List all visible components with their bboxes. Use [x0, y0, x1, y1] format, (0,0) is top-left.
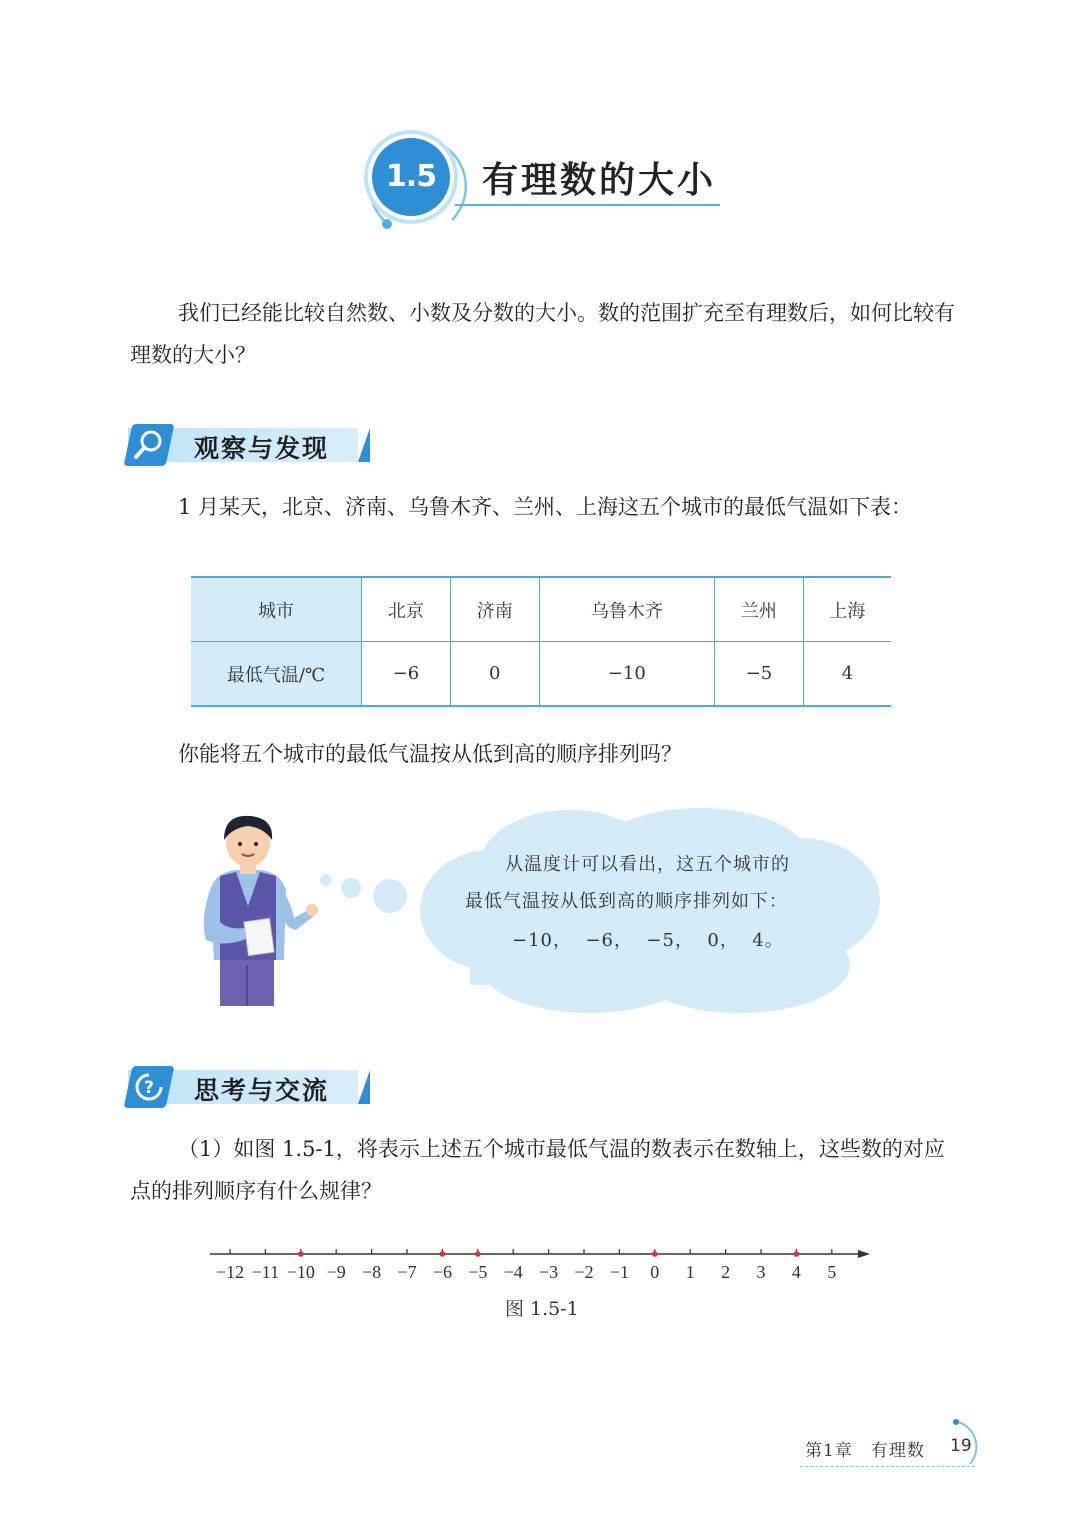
tick-label: −3 [539, 1262, 559, 1282]
tick-label: −12 [215, 1262, 245, 1282]
table-cell: 兰州 [714, 577, 803, 642]
figure-caption: 图 1.5-1 [505, 1298, 579, 1320]
tick-label: 4 [791, 1262, 801, 1282]
think-header [128, 1066, 364, 1106]
bubble-line-1: 从温度计可以看出，这五个城市的 [505, 854, 790, 875]
observe-header [128, 424, 364, 464]
table-header-temp: 最低气温/℃ [191, 642, 362, 707]
bubble-line-2: 最低气温按从低到高的顺序排列如下： [465, 891, 788, 912]
tick-label: 3 [756, 1262, 766, 1282]
table-header-city: 城市 [191, 577, 362, 642]
temperature-point [475, 1251, 481, 1257]
table-cell: −5 [714, 642, 803, 707]
tick-label: 0 [650, 1262, 660, 1282]
table-cell: 上海 [803, 577, 891, 642]
table-cell: −6 [362, 642, 451, 707]
tick-label: 1 [685, 1262, 695, 1282]
number-line-arrow [858, 1250, 870, 1258]
footer-chapter: 第1章 有理数 [805, 1441, 925, 1461]
tick-label: 5 [827, 1262, 837, 1282]
observe-question: 你能将五个城市的最低气温按从低到高的顺序排列吗？ [178, 742, 682, 766]
table-cell: −10 [539, 642, 714, 707]
magnifier-icon [124, 424, 175, 466]
table-row [191, 642, 891, 707]
observe-text: 1 月某天，北京、济南、乌鲁木齐、兰州、上海这五个城市的最低气温如下表： [178, 495, 913, 519]
tick-label: −6 [432, 1262, 452, 1282]
tick-label: −9 [326, 1262, 346, 1282]
temperature-point [298, 1251, 304, 1257]
page-number: 19 [950, 1436, 972, 1456]
student-illustration [196, 810, 326, 1010]
intro-paragraph: 我们已经能比较自然数、小数及分数的大小。数的范围扩充至有理数后，如何比较有理数的大小？ [130, 301, 955, 367]
temperature-point [652, 1251, 658, 1257]
tick-label: −4 [503, 1262, 523, 1282]
tick-label: −2 [574, 1262, 594, 1282]
table-cell: 4 [803, 642, 891, 707]
temperature-table [191, 576, 891, 707]
table-row [191, 577, 891, 642]
thought-dots [318, 868, 418, 918]
tick-label: −5 [468, 1262, 488, 1282]
tick-label: 2 [721, 1262, 731, 1282]
section-number-badge: 1.5 [372, 138, 450, 216]
bubble-line-3: −10， −6， −5， 0， 4。 [512, 930, 784, 951]
svg-text:?: ? [144, 1078, 154, 1098]
section-title: 有理数的大小 [482, 160, 717, 201]
page-number-ornament [940, 1414, 990, 1474]
table-cell: 北京 [362, 577, 451, 642]
tick-label: −7 [397, 1262, 417, 1282]
tick-label: −10 [286, 1262, 315, 1282]
number-line [200, 1240, 880, 1290]
observe-label: 观察与发现 [194, 434, 330, 463]
question-icon [124, 1066, 175, 1108]
temperature-point [794, 1251, 800, 1257]
tick-label: −11 [251, 1262, 280, 1282]
tick-label: −8 [362, 1262, 382, 1282]
table-cell: 济南 [450, 577, 539, 642]
tick-label: −1 [609, 1262, 629, 1282]
footer-divider [800, 1466, 975, 1467]
table-cell: 乌鲁木齐 [539, 577, 714, 642]
table-cell: 0 [450, 642, 539, 707]
temperature-point [440, 1251, 446, 1257]
section-title-underline [455, 204, 720, 206]
think-label: 思考与交流 [194, 1076, 330, 1105]
think-text: （1）如图 1.5-1，将表示上述五个城市最低气温的数表示在数轴上，这些数的对应点的排列顺序有什么规律？ [130, 1137, 945, 1203]
